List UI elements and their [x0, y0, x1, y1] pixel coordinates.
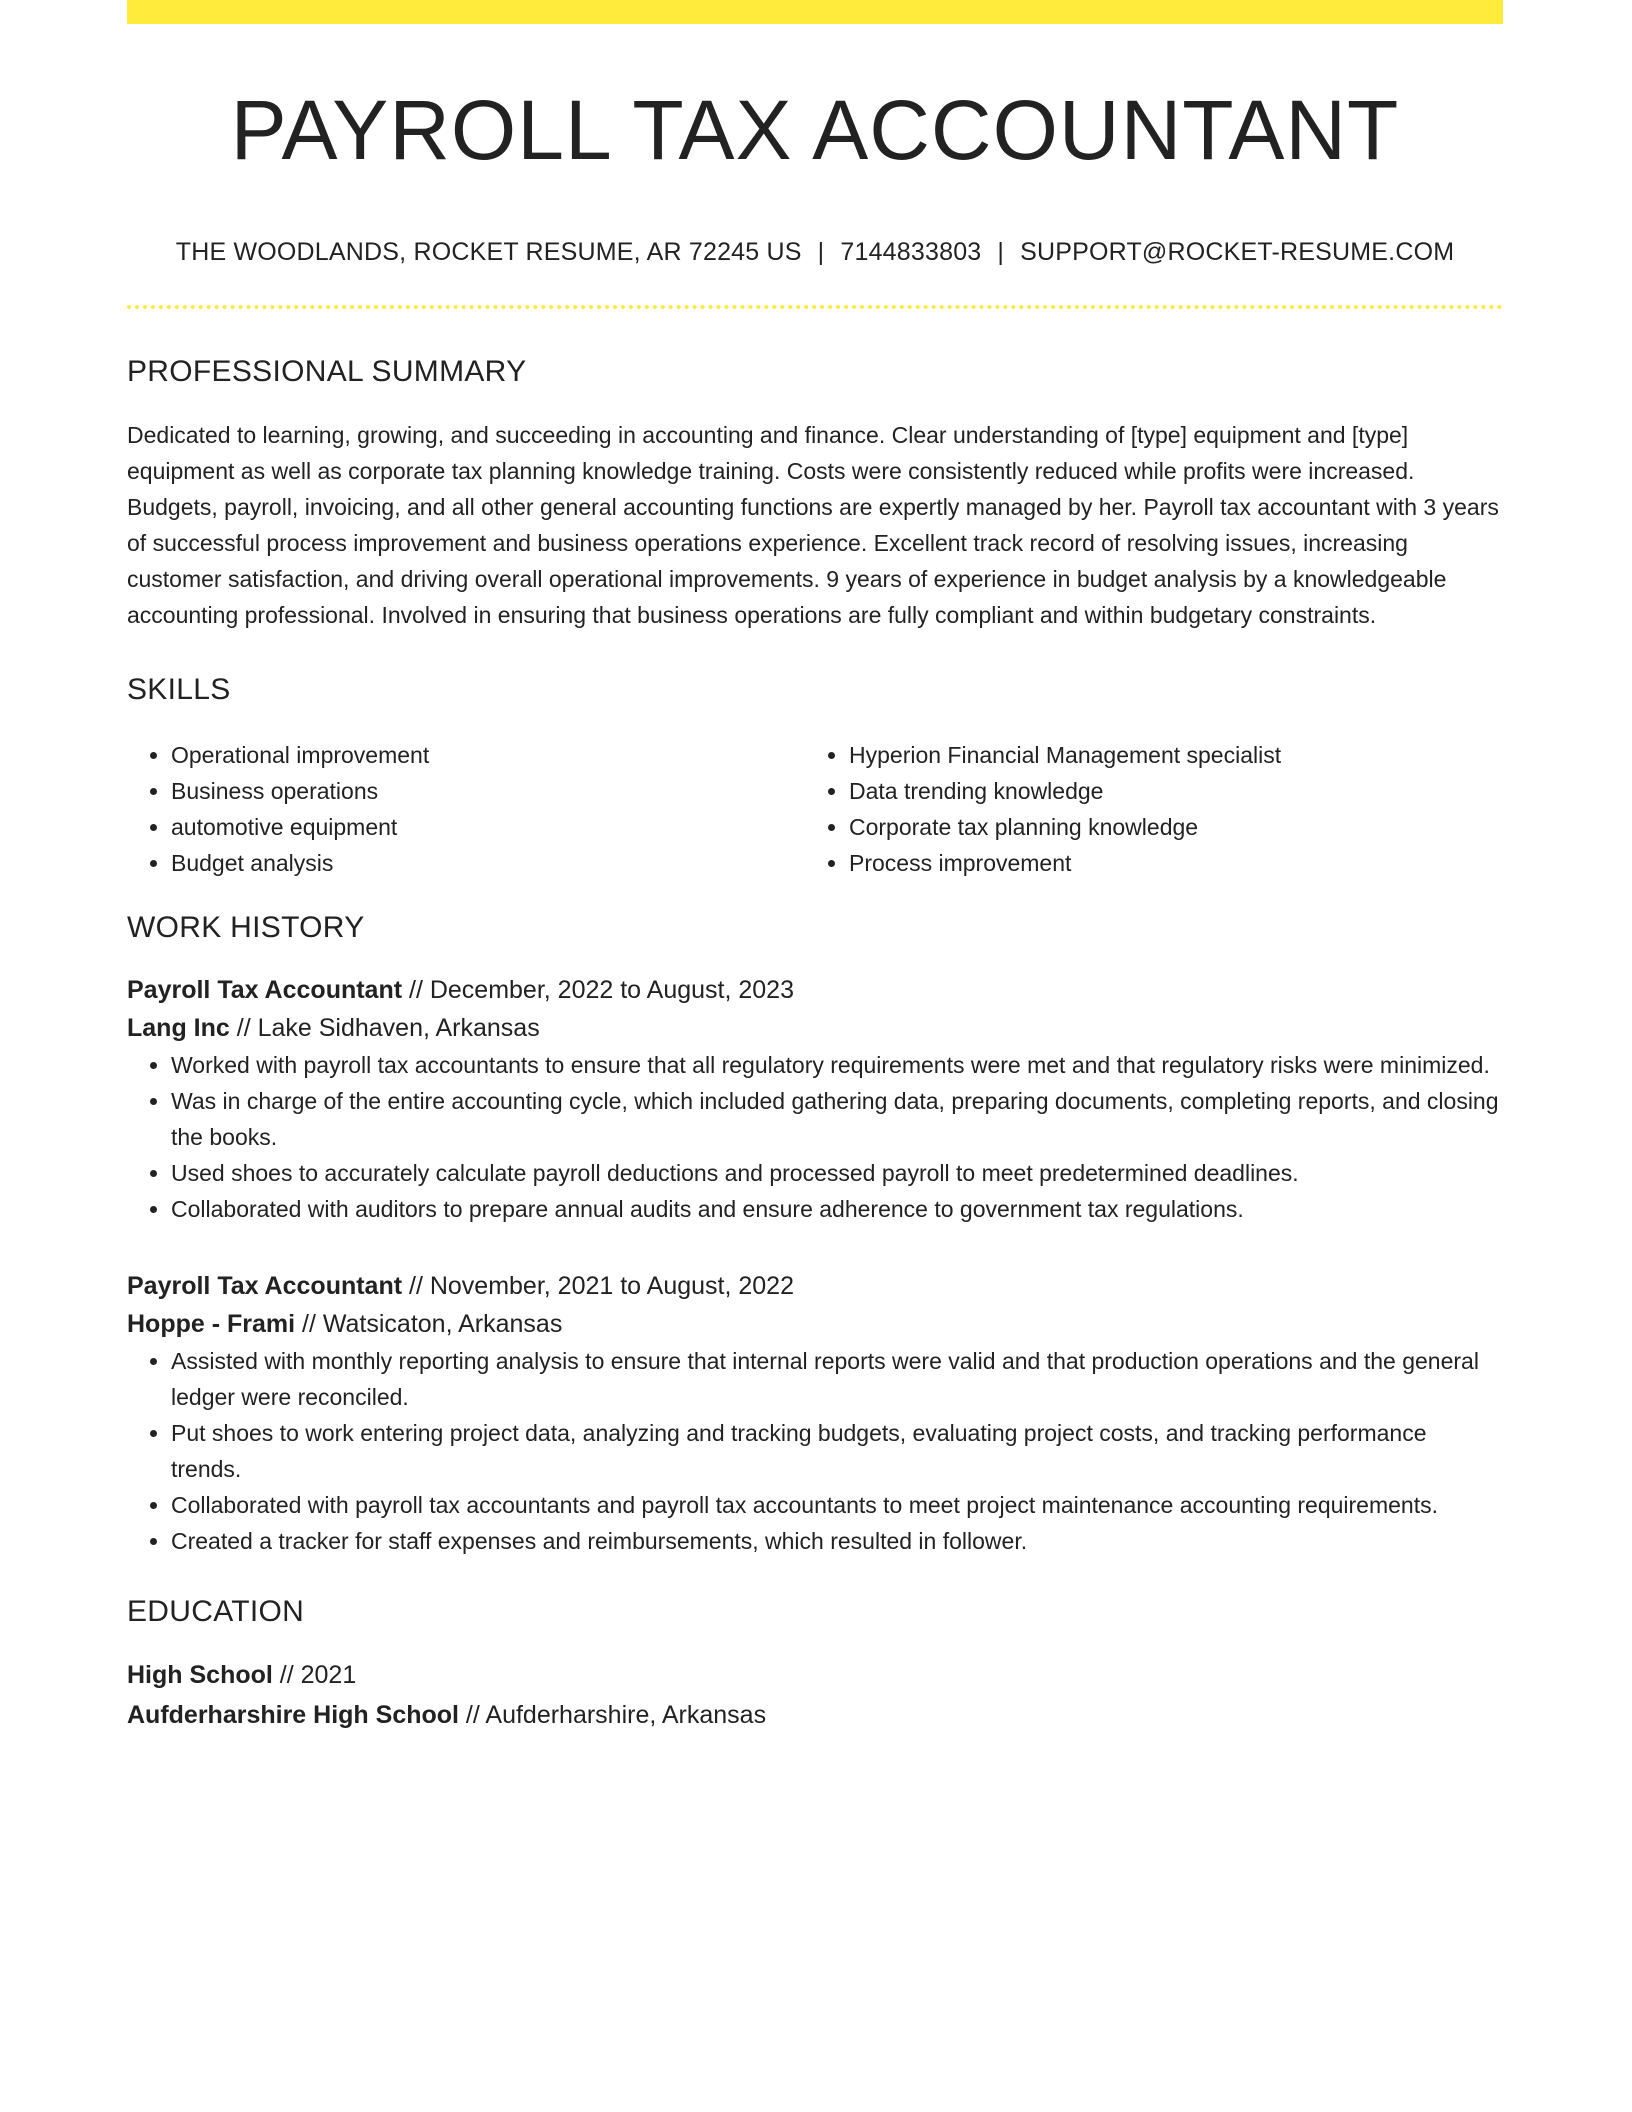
contact-email: SUPPORT@ROCKET-RESUME.COM: [1020, 238, 1455, 267]
education-year: // 2021: [272, 1661, 357, 1690]
skill-item: • Operational improvement: [171, 737, 805, 773]
education-school-line: [127, 1695, 1503, 1735]
skill-item: • Data trending knowledge: [849, 773, 1503, 809]
education-degree-line: [127, 1655, 1503, 1695]
skill-item: • Business operations: [171, 773, 805, 809]
education-degree: High School: [127, 1661, 273, 1690]
job-bullet: • Used shoes to accurately calculate payroll deductions and processed payroll to meet predetermined deadlines.: [171, 1155, 1503, 1191]
job-bullet: • Put shoes to work entering project data, analyzing and tracking budgets, evaluating project costs, and tracking performance trends.: [171, 1415, 1503, 1487]
job-title-line: [127, 971, 1503, 1009]
job-entry: [127, 1267, 1503, 1559]
summary-heading: PROFESSIONAL SUMMARY: [127, 355, 527, 389]
skill-item: • Process improvement: [849, 845, 1503, 881]
skill-item: • automotive equipment: [171, 809, 805, 845]
contact-phone: 7144833803: [840, 238, 982, 267]
job-company-line: [127, 1009, 1503, 1047]
contact-line: [127, 238, 1503, 267]
contact-separator: |: [997, 238, 1005, 267]
job-title: Payroll Tax Accountant: [127, 1272, 403, 1301]
job-bullet: • Collaborated with payroll tax accountants and payroll tax accountants to meet project maintenance accounting requirements.: [171, 1487, 1503, 1523]
summary-text: Dedicated to learning, growing, and succeeding in accounting and finance. Clear understanding of [type] equipment and [type] equipment as well as corporate tax planning knowledge training. Costs were consistently reduced while profits were increased. Budgets, payroll, invoicing, and all other general accounting functions are expertly managed by her. Payroll tax accountant with 3 years of successful process improvement and business operations experience. Excellent track record of resolving issues, increasing customer satisfaction, and driving overall operational improvements. 9 years of experience in budget analysis by a knowledgeable accounting professional. Involved in ensuring that business operations are fully compliant and within budgetary constraints.: [127, 422, 1499, 629]
contact-separator: |: [817, 238, 825, 267]
header-divider: [127, 305, 1503, 309]
job-bullet: • Assisted with monthly reporting analysis to ensure that internal reports were valid and that production operations and the general ledger were reconciled.: [171, 1343, 1503, 1415]
skills-list-right: [805, 737, 1503, 881]
skills-list-left: [127, 737, 805, 881]
job-bullet: • Created a tracker for staff expenses and reimbursements, which resulted in follower.: [171, 1523, 1503, 1559]
work-history-heading: WORK HISTORY: [127, 911, 365, 945]
job-dates: // December, 2022 to August, 2023: [402, 976, 794, 1005]
skill-item: • Hyperion Financial Management specialist: [849, 737, 1503, 773]
skills-heading: SKILLS: [127, 673, 231, 707]
resume-title: PAYROLL TAX ACCOUNTANT: [230, 83, 1400, 177]
job-dates: // November, 2021 to August, 2022: [402, 1272, 794, 1301]
job-company: Lang Inc: [127, 1014, 230, 1043]
job-bullet-list: [127, 1343, 1503, 1559]
job-entry: [127, 971, 1503, 1227]
job-company: Hoppe - Frami: [127, 1310, 296, 1339]
resume-page: [127, 0, 1503, 1735]
job-bullet: • Was in charge of the entire accounting cycle, which included gathering data, preparing documents, completing reports, and closing the books.: [171, 1083, 1503, 1155]
job-bullet: • Collaborated with auditors to prepare annual audits and ensure adherence to government tax regulations.: [171, 1191, 1503, 1227]
education-heading: EDUCATION: [127, 1595, 305, 1629]
job-bullet: • Worked with payroll tax accountants to ensure that all regulatory requirements were met and that regulatory risks were minimized.: [171, 1047, 1503, 1083]
job-location: // Watsicaton, Arkansas: [295, 1310, 563, 1339]
skill-item: • Budget analysis: [171, 845, 805, 881]
top-accent-bar: [127, 0, 1503, 24]
education-school: Aufderharshire High School: [127, 1701, 459, 1730]
job-bullet-list: [127, 1047, 1503, 1227]
job-title-line: [127, 1267, 1503, 1305]
education-location: // Aufderharshire, Arkansas: [458, 1701, 767, 1730]
job-title: Payroll Tax Accountant: [127, 976, 403, 1005]
contact-address: THE WOODLANDS, ROCKET RESUME, AR 72245 US: [175, 238, 802, 267]
job-location: // Lake Sidhaven, Arkansas: [229, 1014, 540, 1043]
job-company-line: [127, 1305, 1503, 1343]
skills-grid: [127, 737, 1503, 881]
skill-item: • Corporate tax planning knowledge: [849, 809, 1503, 845]
